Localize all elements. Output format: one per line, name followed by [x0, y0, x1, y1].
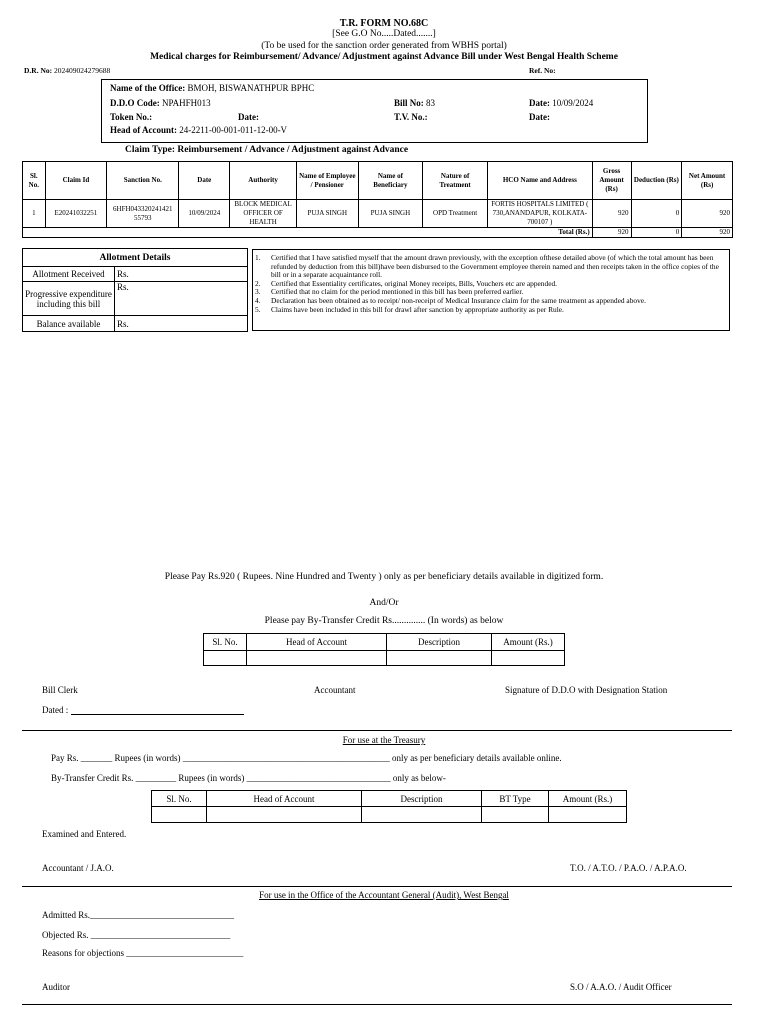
col-amount: Amount (Rs.) — [549, 791, 627, 807]
table-row — [152, 807, 627, 823]
allotment-value: Rs. — [115, 316, 248, 332]
cell-claim-id: E20241032251 — [45, 200, 107, 228]
objected-line: Objected Rs. _______________________________ — [42, 930, 231, 940]
allotment-table — [22, 248, 248, 332]
list-item: 2. Certified that Essentiality certificates, original Money receipts, Bills, Vouchers etc are appended. — [255, 278, 558, 288]
col-authority: Authority — [230, 162, 297, 200]
allotment-label: Balance available — [23, 316, 115, 332]
table-row — [23, 200, 733, 228]
ag-title: For use in the Office of the Accountant General (Audit), West Bengal — [259, 890, 509, 900]
office-details-box — [101, 79, 648, 143]
col-employee: Name of Employee / Pensioner — [297, 162, 359, 200]
examined-label: Examined and Entered. — [42, 829, 127, 839]
transfer-line: Please pay By-Transfer Credit Rs.............. (In words) as below — [264, 616, 504, 626]
col-claim-id: Claim Id — [45, 162, 107, 200]
list-item: 3. Certified that no claim for the period mentioned in this bill has been preferred earlier. — [255, 287, 524, 297]
list-item: 1. Certified that I have satisfied myself that the amount drawn previously, with the exception ofthese detailed above (of which the total amount has been refunded by deduction from this bill)have been disbursed to the Government employee therein named and then receipts taken in the office copies of the bill or in a separate acquaintance roll. — [255, 253, 719, 280]
treasury-table — [151, 790, 627, 823]
cell-nature: OPD Treatment — [423, 200, 488, 228]
accountant-label: Accountant — [314, 685, 356, 695]
dated-label: Dated : — [42, 705, 244, 715]
list-item: 4. Declaration has been obtained as to receipt/ non-receipt of Medical Insurance claim for the same treatment as appended above. — [255, 295, 646, 305]
claim-type: Claim Type: Reimbursement / Advance / Adjustment against Advance — [125, 145, 409, 155]
allotment-title: Allotment Details — [23, 249, 248, 267]
claim-table — [22, 161, 733, 238]
treasury-bt-line: By-Transfer Credit Rs. _________ Rupees (in words) ________________________________ only as below- — [51, 773, 446, 783]
col-description: Description — [362, 791, 482, 807]
audit-officer-label: S.O / A.A.O. / Audit Officer — [570, 982, 672, 992]
divider — [22, 1004, 732, 1005]
cell-date: 10/09/2024 — [179, 200, 230, 228]
allotment-value: Rs. — [115, 267, 248, 282]
col-amount: Amount (Rs.) — [492, 634, 565, 651]
col-sl: Sl. No. — [204, 634, 247, 651]
bill-clerk-label: Bill Clerk — [42, 685, 78, 695]
admitted-line: Admitted Rs.________________________________ — [42, 910, 235, 920]
col-description: Description — [387, 634, 492, 651]
treasury-officer-label: T.O. / A.T.O. / P.A.O. / A.P.A.O. — [570, 863, 687, 873]
list-item: 5. Claims have been included in this bill for drawl after sanction by appropriate authority as per Rule. — [255, 304, 564, 314]
cell-beneficiary: PUJA SINGH — [358, 200, 423, 228]
total-label: Total (Rs.) — [23, 228, 593, 238]
col-net: Net Amount (Rs) — [682, 162, 733, 200]
pay-line: Please Pay Rs.920 ( Rupees. Nine Hundred and Twenty ) only as per beneficiary details available in digitized form. — [164, 572, 604, 582]
cell-hco: FORTIS HOSPITALS LIMITED ( 730,ANANDAPUR, KOLKATA-700107 ) — [488, 200, 593, 228]
usage-note: (To be used for the sanction order generated from WBHS portal) — [261, 41, 507, 51]
cell-authority: BLOCK MEDICAL OFFICER OF HEALTH — [230, 200, 297, 228]
total-gross: 920 — [592, 228, 631, 238]
token-date-label: Date: — [238, 112, 259, 122]
table-row — [23, 282, 248, 316]
total-net: 920 — [682, 228, 733, 238]
ddo-signature-label: Signature of D.D.O with Designation Station — [505, 685, 668, 695]
col-date: Date — [179, 162, 230, 200]
accountant-jao-label: Accountant / J.A.O. — [42, 863, 114, 873]
table-row — [23, 316, 248, 332]
ddo-code: D.D.O Code: NPAHFH013 — [110, 98, 211, 108]
transfer-table — [203, 633, 565, 666]
treasury-title: For use at the Treasury — [342, 735, 426, 745]
divider — [22, 730, 732, 731]
form-number: T.R. FORM NO.68C — [339, 18, 429, 29]
col-head-of-account: Head of Account — [247, 634, 387, 651]
head-of-account: Head of Account: 24-2211-00-001-011-12-00-V — [110, 125, 288, 135]
total-row — [23, 228, 733, 238]
col-beneficiary: Name of Beneficiary — [358, 162, 423, 200]
col-bt-type: BT Type — [482, 791, 549, 807]
col-sanction: Sanction No. — [107, 162, 179, 200]
cell-gross: 920 — [592, 200, 631, 228]
go-reference: [See G.O No.....Dated.......] — [332, 29, 436, 39]
cell-employee: PUJA SINGH — [297, 200, 359, 228]
col-hco: HCO Name and Address — [488, 162, 593, 200]
ref-number-label: Ref. No: — [529, 66, 556, 75]
and-or: And/Or — [369, 598, 399, 608]
allotment-label: Progressive expenditure including this bill — [23, 282, 115, 316]
reasons-line: Reasons for objections __________________________ — [42, 948, 244, 958]
tv-number-label: T.V. No.: — [394, 112, 428, 122]
col-deduction: Deduction (Rs) — [631, 162, 682, 200]
table-row — [23, 267, 248, 282]
cell-deduction: 0 — [631, 200, 682, 228]
office-name: Name of the Office: BMOH, BISWANATHPUR BPHC — [110, 83, 315, 93]
allotment-label: Allotment Received — [23, 267, 115, 282]
form-title: Medical charges for Reimbursement/ Advance/ Adjustment against Advance Bill under West Bengal Health Scheme — [150, 52, 618, 62]
col-sl: Sl. No. — [23, 162, 46, 200]
cell-net: 920 — [682, 200, 733, 228]
bill-number: Bill No: 83 — [394, 98, 436, 108]
cell-sanction: 6HFH043320241421 55793 — [107, 200, 179, 228]
auditor-label: Auditor — [42, 982, 70, 992]
col-head-of-account: Head of Account — [207, 791, 362, 807]
certifications-box — [252, 249, 730, 331]
claim-table-header-row — [23, 162, 733, 200]
divider — [22, 886, 732, 887]
dr-number: D.R. No: 202409024279688 — [24, 66, 111, 75]
col-sl: Sl. No. — [152, 791, 207, 807]
total-deduction: 0 — [631, 228, 682, 238]
col-gross: Gross Amount (Rs) — [592, 162, 631, 200]
cell-sl: 1 — [23, 200, 46, 228]
table-row — [204, 651, 565, 666]
token-number-label: Token No.: — [110, 112, 153, 122]
bill-date: Date: 10/09/2024 — [529, 98, 594, 108]
col-nature: Nature of Treatment — [423, 162, 488, 200]
tv-date-label: Date: — [529, 112, 550, 122]
treasury-pay-line: Pay Rs. _______ Rupees (in words) ______________________________________________ only as per beneficiary details available online. — [51, 753, 562, 763]
allotment-value: Rs. — [115, 282, 248, 316]
